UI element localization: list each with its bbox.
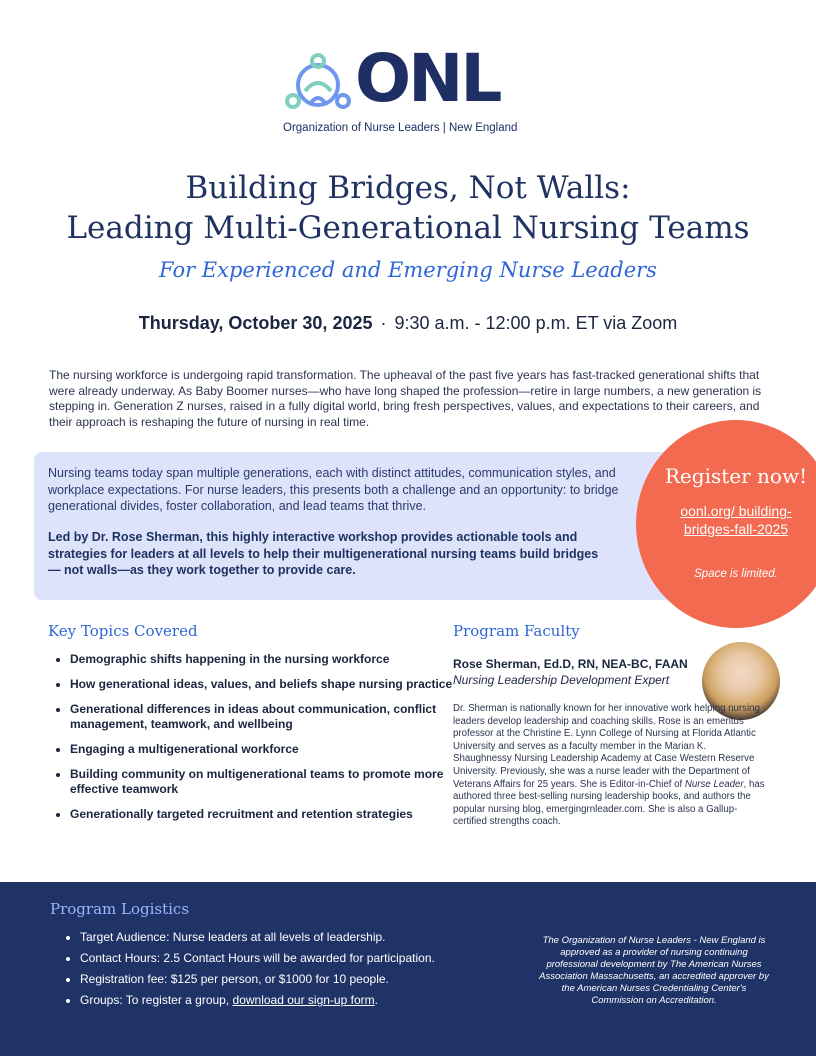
topic-item: • Demographic shifts happening in the nursing workforce bbox=[70, 652, 460, 667]
event-date: Thursday, October 30, 2025 bbox=[138, 313, 373, 333]
title-line-2: Leading Multi-Generational Nursing Teams bbox=[66, 210, 750, 246]
register-link[interactable]: oonl.org/ building-bridges-fall-2025 bbox=[680, 503, 792, 537]
topics-heading: Key Topics Covered bbox=[48, 622, 198, 640]
page-title bbox=[0, 168, 816, 248]
faculty-bio-text: , has authored three best-selling nursing leadership books, and authors the popular nursing blog, emergingrnleader.com. She is also a Gallup-certified strengths coach. bbox=[453, 778, 765, 828]
topic-item: • Generationally targeted recruitment and retention strategies bbox=[70, 807, 460, 822]
register-title: Register now! bbox=[664, 464, 808, 488]
highlight-paragraph: Nursing teams today span multiple generations, each with distinct attitudes, communication styles, and workplace expectations. For nurse leaders, this presents both a challenge and an opportunity: to bridge generational divides, foster collaboration, and lead teams that thrive. bbox=[48, 466, 619, 513]
people-circle-logo-icon bbox=[283, 47, 353, 113]
accreditation-statement: The Organization of Nurse Leaders - New England is approved as a provider of nursing continuing professional development by The American Nurses Association Massachusetts, an accredited approver by the American Nurses Credentialing Center's Commission on Accreditation. bbox=[539, 935, 769, 1006]
title-line-1: Building Bridges, Not Walls: bbox=[185, 170, 631, 206]
event-time: 9:30 a.m. - 12:00 p.m. ET via Zoom bbox=[394, 313, 678, 333]
highlight-bold-paragraph: Led by Dr. Rose Sherman, this highly interactive workshop provides actionable tools and strategies for leaders at all levels to help their multigenerational nursing teams build bridges— not walls—as they work together to provide care. bbox=[48, 530, 599, 577]
faculty-bio-text: Dr. Sherman is nationally known for her innovative work helping nursing leaders develop leadership and coaching skills. Rose is an emeritus professor at the Christine E. Lynn College of Nursing at Florida Atlantic University and serves as a faculty member in the Marian K. Shaughnessy Nursing Leadership Academy at Case Western Reserve University. Previously, she was a nurse leader with the Department of Veterans Affairs for 25 years. She is Editor-in-Chief of bbox=[453, 703, 760, 790]
topic-item: • How generational ideas, values, and beliefs shape nursing practice bbox=[70, 677, 460, 692]
register-note: Space is limited. bbox=[694, 568, 778, 580]
intro-paragraph: The nursing workforce is undergoing rapid transformation. The upheaval of the past five years has fast-tracked generational shifts that were already underway. As Baby Boomer nurses—who have long shaped the profession—retire in large numbers, a new generation is stepping in. Generation Z nurses, raised in a fully digital world, bring fresh perspectives, values, and expectations to their careers, and their approach is reshaping the future of nursing in real time. bbox=[49, 368, 762, 429]
onl-logo bbox=[283, 40, 533, 140]
faculty-role: Nursing Leadership Development Expert bbox=[453, 673, 670, 687]
groups-suffix: . bbox=[374, 993, 378, 1007]
logistics-list bbox=[58, 930, 520, 1014]
logo-subtitle: Organization of Nurse Leaders | New England bbox=[283, 122, 518, 134]
faculty-bio bbox=[453, 703, 765, 829]
groups-text: Groups: To register a group, bbox=[80, 993, 233, 1007]
faculty-heading: Program Faculty bbox=[453, 622, 580, 640]
logistics-item: • Registration fee: $125 per person, or $1000 for 10 people. bbox=[80, 972, 520, 987]
topic-item: • Generational differences in ideas about communication, conflict management, teamwork, and wellbeing bbox=[70, 702, 460, 732]
topics-list bbox=[48, 652, 460, 832]
topic-item: • Engaging a multigenerational workforce bbox=[70, 742, 460, 757]
faculty-name: Rose Sherman, Ed.D, RN, NEA-BC, FAAN bbox=[453, 657, 688, 671]
logistics-item: • Contact Hours: 2.5 Contact Hours will be awarded for participation. bbox=[80, 951, 520, 966]
logistics-item: • Target Audience: Nurse leaders at all levels of leadership. bbox=[80, 930, 520, 945]
event-separator: · bbox=[380, 313, 387, 333]
logistics-heading: Program Logistics bbox=[50, 900, 190, 918]
logo-wordmark: ONL bbox=[355, 40, 500, 117]
topic-item: • Building community on multigenerational teams to promote more effective teamwork bbox=[70, 767, 460, 797]
logistics-item bbox=[80, 993, 520, 1008]
event-datetime bbox=[0, 313, 816, 334]
faculty-bio-journal: Nurse Leader bbox=[684, 778, 744, 790]
signup-form-link[interactable]: download our sign-up form bbox=[232, 993, 375, 1007]
page-subtitle: For Experienced and Emerging Nurse Leaders bbox=[159, 258, 657, 282]
